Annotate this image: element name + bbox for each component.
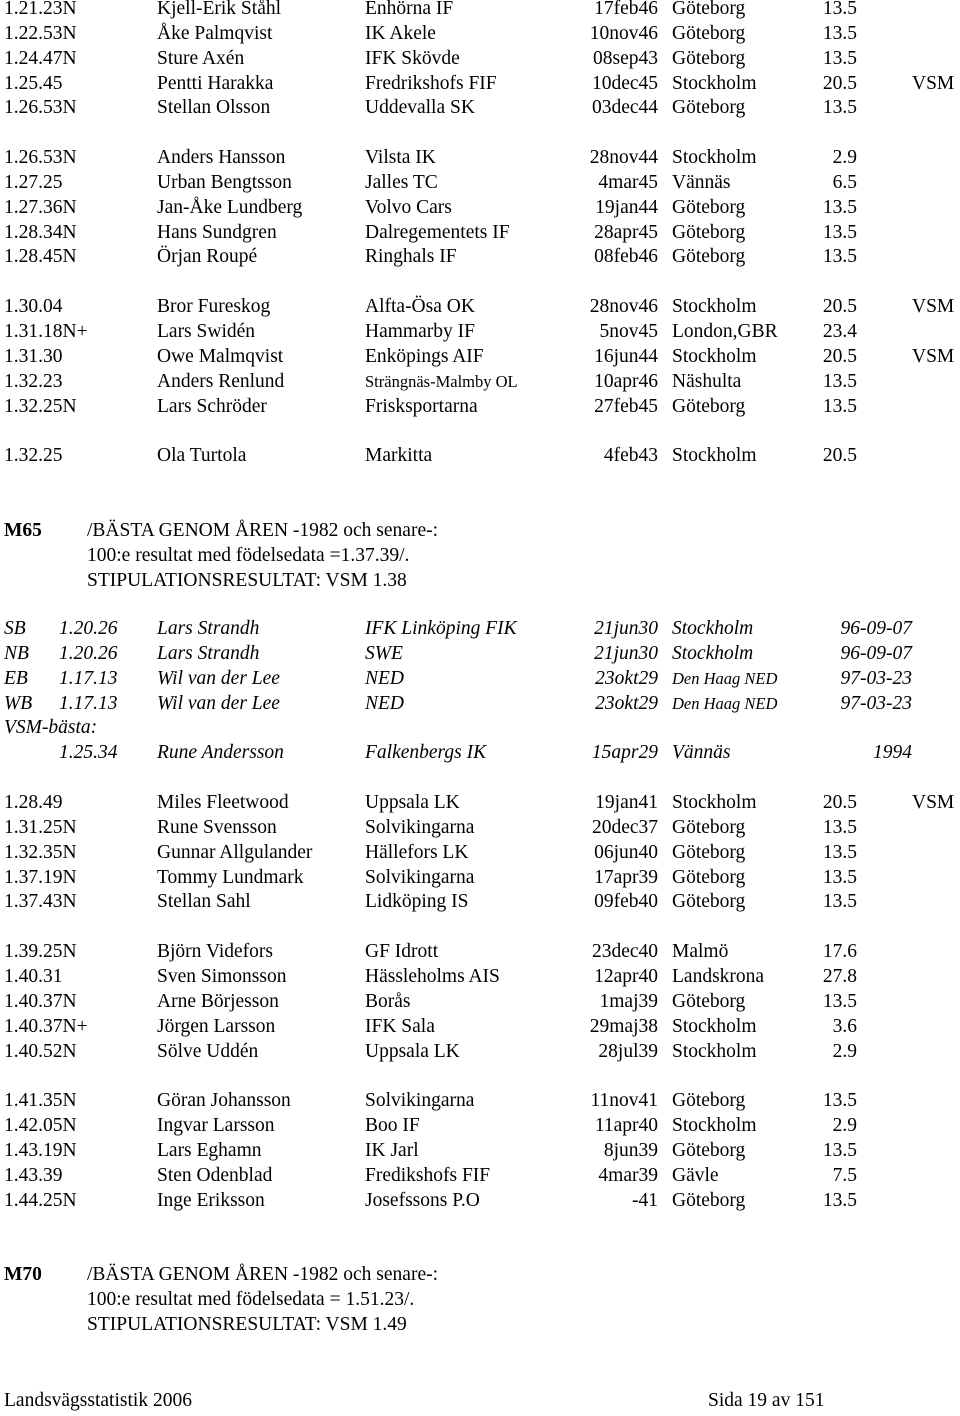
table-row [0,889,960,914]
section-desc-line3: STIPULATIONSRESULTAT: VSM 1.49 [87,1314,407,1335]
result-time: 1.43.39 [4,1165,63,1186]
club-name: Jalles TC [365,172,438,193]
table-row [0,294,960,319]
value: 13.5 [822,97,857,118]
record-row [0,666,960,691]
record-birthdate: 15apr29 [591,742,658,763]
table-row [0,170,960,195]
club-name: Solvikingarna [365,867,475,888]
birth-date: 28jul39 [598,1041,658,1062]
result-time: 1.26.53N [4,97,77,118]
record-when: 1994 [873,742,912,763]
value: 13.5 [822,23,857,44]
athlete-name: Björn Videfors [157,941,274,962]
table-row [0,939,960,964]
birth-date: 11apr40 [594,1115,658,1136]
race-place: Göteborg [672,246,746,267]
birth-date: 5nov45 [599,321,658,342]
table-row [0,1039,960,1064]
result-time: 1.40.37N+ [4,1016,88,1037]
birth-date: 1maj39 [599,991,658,1012]
table-row [0,319,960,344]
record-name: Lars Strandh [157,618,260,639]
record-club: IFK Linköping FIK [365,618,517,639]
record-when: 97-03-23 [840,693,912,714]
record-birthdate: 23okt29 [595,693,658,714]
record-birthdate: 23okt29 [595,668,658,689]
table-row [0,865,960,890]
race-place: Landskrona [672,966,765,987]
race-place: Stockholm [672,147,757,168]
club-name: GF Idrott [365,941,439,962]
record-type: NB [4,643,29,664]
result-time: 1.42.05N [4,1115,77,1136]
table-row [0,1088,960,1113]
race-place: Göteborg [672,0,746,19]
race-place: Göteborg [672,991,746,1012]
table-row [0,244,960,269]
athlete-name: Göran Johansson [157,1090,291,1111]
birth-date: 4feb43 [603,445,658,466]
club-name: Volvo Cars [365,197,452,218]
record-result: 1.17.13 [59,668,118,689]
record-when: 97-03-23 [840,668,912,689]
club-name: IFK Skövde [365,48,460,69]
athlete-name: Stellan Sahl [157,891,251,912]
record-name: Wil van der Lee [157,693,280,714]
result-time: 1.31.25N [4,817,77,838]
birth-date: 17feb46 [594,0,658,19]
race-place: Göteborg [672,222,746,243]
athlete-name: Ingvar Larsson [157,1115,275,1136]
race-place: Stockholm [672,1115,757,1136]
table-row [0,1163,960,1188]
record-name: Lars Strandh [157,643,260,664]
value: 2.9 [832,1041,857,1062]
result-time: 1.37.43N [4,891,77,912]
vsm-marker: VSM [912,73,955,94]
club-name: Lidköping IS [365,891,469,912]
value: 13.5 [822,197,857,218]
athlete-name: Ola Turtola [157,445,247,466]
table-row [0,145,960,170]
section-label: M65 [4,520,42,541]
result-time: 1.31.18N+ [4,321,88,342]
section-label: M70 [4,1264,42,1285]
record-place: Den Haag NED [672,669,778,688]
record-result: 1.25.34 [59,742,118,763]
section-desc-line1: /BÄSTA GENOM ÅREN -1982 och senare-: [87,520,439,541]
club-name: Enhörna IF [365,0,454,19]
athlete-name: Tommy Lundmark [157,867,304,888]
value: 2.9 [832,1115,857,1136]
club-name: Enköpings AIF [365,346,484,367]
record-type: WB [4,693,33,714]
birth-date: 03dec44 [591,97,658,118]
race-place: Näshulta [672,371,742,392]
birth-date: -41 [632,1190,658,1211]
record-club: NED [365,693,404,714]
club-name: Uddevalla SK [365,97,475,118]
vsm-marker: VSM [912,792,955,813]
record-row [0,641,960,666]
race-place: Stockholm [672,792,757,813]
value: 13.5 [822,817,857,838]
club-name: Solvikingarna [365,817,475,838]
result-time: 1.28.49 [4,792,63,813]
table-row [0,21,960,46]
record-when: 96-09-07 [840,618,912,639]
result-time: 1.26.53N [4,147,77,168]
value: 13.5 [822,371,857,392]
record-result: 1.17.13 [59,693,118,714]
athlete-name: Åke Palmqvist [157,23,273,44]
birth-date: 8jun39 [603,1140,658,1161]
club-name: Frisksportarna [365,396,478,417]
race-place: Göteborg [672,48,746,69]
athlete-name: Sölve Uddén [157,1041,259,1062]
birth-date: 28nov44 [589,147,658,168]
record-row [0,616,960,641]
value: 7.5 [832,1165,857,1186]
page-number: Sida 19 av 151 [708,1390,825,1411]
result-time: 1.40.37N [4,991,77,1012]
result-time: 1.32.23 [4,371,63,392]
club-name: Uppsala LK [365,792,460,813]
result-time: 1.25.45 [4,73,63,94]
result-time: 1.27.36N [4,197,77,218]
race-place: Göteborg [672,1140,746,1161]
birth-date: 19jan41 [595,792,658,813]
club-name: Strängnäs-Malmby OL [365,372,518,391]
athlete-name: Gunnar Allgulander [157,842,313,863]
race-place: Stockholm [672,1016,757,1037]
result-time: 1.27.25 [4,172,63,193]
value: 13.5 [822,867,857,888]
race-place: Stockholm [672,73,757,94]
race-place: Göteborg [672,197,746,218]
value: 13.5 [822,1190,857,1211]
record-club: NED [365,668,404,689]
birth-date: 10apr46 [594,371,658,392]
value: 2.9 [832,147,857,168]
athlete-name: Arne Börjesson [157,991,279,1012]
birth-date: 10dec45 [591,73,658,94]
vsm-best-label: VSM-bästa: [4,717,98,738]
value: 13.5 [822,396,857,417]
page-footer [0,1388,960,1413]
club-name: IFK Sala [365,1016,435,1037]
result-time: 1.41.35N [4,1090,77,1111]
result-time: 1.40.31 [4,966,63,987]
value: 17.6 [822,941,857,962]
table-row [0,840,960,865]
value: 13.5 [822,842,857,863]
race-place: Gävle [672,1165,719,1186]
athlete-name: Anders Hansson [157,147,286,168]
record-when: 96-09-07 [840,643,912,664]
race-place: Vännäs [672,172,731,193]
birth-date: 08feb46 [594,246,658,267]
value: 20.5 [822,296,857,317]
value: 3.6 [832,1016,857,1037]
record-place: Stockholm [672,618,754,639]
athlete-name: Inge Eriksson [157,1190,265,1211]
club-name: Solvikingarna [365,1090,475,1111]
birth-date: 27feb45 [594,396,658,417]
club-name: Hällefors LK [365,842,469,863]
club-name: Fredikshofs FIF [365,1165,491,1186]
section-desc-line1: /BÄSTA GENOM ÅREN -1982 och senare-: [87,1264,439,1285]
athlete-name: Miles Fleetwood [157,792,289,813]
race-place: Stockholm [672,346,757,367]
value: 27.8 [822,966,857,987]
vsm-best-row [0,740,960,765]
club-name: IK Akele [365,23,436,44]
record-birthdate: 21jun30 [594,643,658,664]
race-place: Stockholm [672,445,757,466]
result-time: 1.32.35N [4,842,77,863]
table-row [0,369,960,394]
value: 13.5 [822,991,857,1012]
birth-date: 4mar39 [598,1165,658,1186]
table-row [0,95,960,120]
value: 13.5 [822,0,857,19]
record-result: 1.20.26 [59,618,118,639]
result-time: 1.24.47N [4,48,77,69]
value: 20.5 [822,445,857,466]
result-time: 1.28.34N [4,222,77,243]
club-name: Markitta [365,445,433,466]
value: 13.5 [822,891,857,912]
table-row [0,1014,960,1039]
section-desc-line2: 100:e resultat med födelsedata =1.37.39/. [87,545,410,566]
athlete-name: Anders Renlund [157,371,285,392]
race-place: Göteborg [672,842,746,863]
athlete-name: Sture Axén [157,48,245,69]
athlete-name: Jan-Åke Lundberg [157,197,303,218]
result-time: 1.28.45N [4,246,77,267]
section-desc-line2: 100:e resultat med födelsedata = 1.51.23/. [87,1289,415,1310]
birth-date: 06jun40 [594,842,658,863]
record-birthdate: 21jun30 [594,618,658,639]
athlete-name: Rune Svensson [157,817,277,838]
result-time: 1.21.23N [4,0,77,19]
vsm-marker: VSM [912,296,955,317]
race-place: Göteborg [672,1090,746,1111]
value: 20.5 [822,346,857,367]
table-row [0,394,960,419]
club-name: Dalregementets IF [365,222,510,243]
result-time: 1.32.25 [4,445,63,466]
result-time: 1.37.19N [4,867,77,888]
table-row [0,195,960,220]
birth-date: 19jan44 [595,197,658,218]
table-row [0,1188,960,1213]
result-time: 1.30.04 [4,296,63,317]
club-name: Boo IF [365,1115,420,1136]
athlete-name: Jörgen Larsson [157,1016,276,1037]
table-row [0,1138,960,1163]
table-row [0,815,960,840]
value: 20.5 [822,792,857,813]
club-name: Hammarby IF [365,321,475,342]
club-name: Hässleholms AIS [365,966,500,987]
value: 6.5 [832,172,857,193]
athlete-name: Hans Sundgren [157,222,277,243]
club-name: Uppsala LK [365,1041,460,1062]
athlete-name: Stellan Olsson [157,97,271,118]
athlete-name: Lars Eghamn [157,1140,262,1161]
result-time: 1.31.30 [4,346,63,367]
value: 20.5 [822,73,857,94]
club-name: Josefssons P.O [365,1190,480,1211]
value: 13.5 [822,48,857,69]
table-row [0,1113,960,1138]
record-name: Rune Andersson [157,742,284,763]
birth-date: 28nov46 [589,296,658,317]
result-time: 1.32.25N [4,396,77,417]
record-row [0,691,960,716]
value: 13.5 [822,1140,857,1161]
record-club: SWE [365,643,403,664]
club-name: Ringhals IF [365,246,457,267]
athlete-name: Urban Bengtsson [157,172,292,193]
birth-date: 12apr40 [594,966,658,987]
athlete-name: Owe Malmqvist [157,346,284,367]
race-place: Stockholm [672,296,757,317]
table-row [0,989,960,1014]
result-time: 1.22.53N [4,23,77,44]
birth-date: 17apr39 [594,867,658,888]
table-row [0,443,960,468]
vsm-best-label-row [0,715,960,740]
result-time: 1.44.25N [4,1190,77,1211]
race-place: Göteborg [672,23,746,44]
record-type: EB [4,668,28,689]
club-name: Borås [365,991,411,1012]
race-place: Göteborg [672,396,746,417]
race-place: Göteborg [672,97,746,118]
table-row [0,46,960,71]
athlete-name: Kjell-Erik Ståhl [157,0,282,19]
athlete-name: Lars Schröder [157,396,267,417]
footer-title: Landsvägsstatistik 2006 [4,1390,192,1411]
value: 23.4 [822,321,857,342]
athlete-name: Örjan Roupé [157,246,258,267]
athlete-name: Lars Swidén [157,321,256,342]
birth-date: 16jun44 [594,346,658,367]
record-name: Wil van der Lee [157,668,280,689]
birth-date: 20dec37 [591,817,658,838]
club-name: Fredrikshofs FIF [365,73,497,94]
race-place: Göteborg [672,891,746,912]
birth-date: 23dec40 [591,941,658,962]
birth-date: 28apr45 [594,222,658,243]
result-time: 1.39.25N [4,941,77,962]
section-desc-line3: STIPULATIONSRESULTAT: VSM 1.38 [87,570,407,591]
table-row [0,964,960,989]
table-row [0,220,960,245]
record-place: Vännäs [672,742,731,763]
race-place: Göteborg [672,817,746,838]
athlete-name: Pentti Harakka [157,73,274,94]
value: 13.5 [822,246,857,267]
race-place: Göteborg [672,1190,746,1211]
race-place: Göteborg [672,867,746,888]
athlete-name: Bror Fureskog [157,296,271,317]
club-name: Vilsta IK [365,147,436,168]
birth-date: 08sep43 [593,48,658,69]
birth-date: 09feb40 [594,891,658,912]
result-time: 1.40.52N [4,1041,77,1062]
race-place: London,GBR [672,321,778,342]
table-row [0,790,960,815]
vsm-marker: VSM [912,346,955,367]
birth-date: 11nov41 [590,1090,658,1111]
athlete-name: Sven Simonsson [157,966,287,987]
value: 13.5 [822,1090,857,1111]
birth-date: 29maj38 [589,1016,658,1037]
athlete-name: Sten Odenblad [157,1165,273,1186]
record-club: Falkenbergs IK [365,742,487,763]
birth-date: 4mar45 [598,172,658,193]
table-row [0,344,960,369]
club-name: Alfta-Ösa OK [365,296,475,317]
record-place: Stockholm [672,643,754,664]
record-place: Den Haag NED [672,694,778,713]
result-time: 1.43.19N [4,1140,77,1161]
record-result: 1.20.26 [59,643,118,664]
table-row [0,71,960,96]
club-name: IK Jarl [365,1140,419,1161]
race-place: Malmö [672,941,729,962]
table-row [0,0,960,21]
value: 13.5 [822,222,857,243]
birth-date: 10nov46 [589,23,658,44]
race-place: Stockholm [672,1041,757,1062]
record-type: SB [4,618,26,639]
